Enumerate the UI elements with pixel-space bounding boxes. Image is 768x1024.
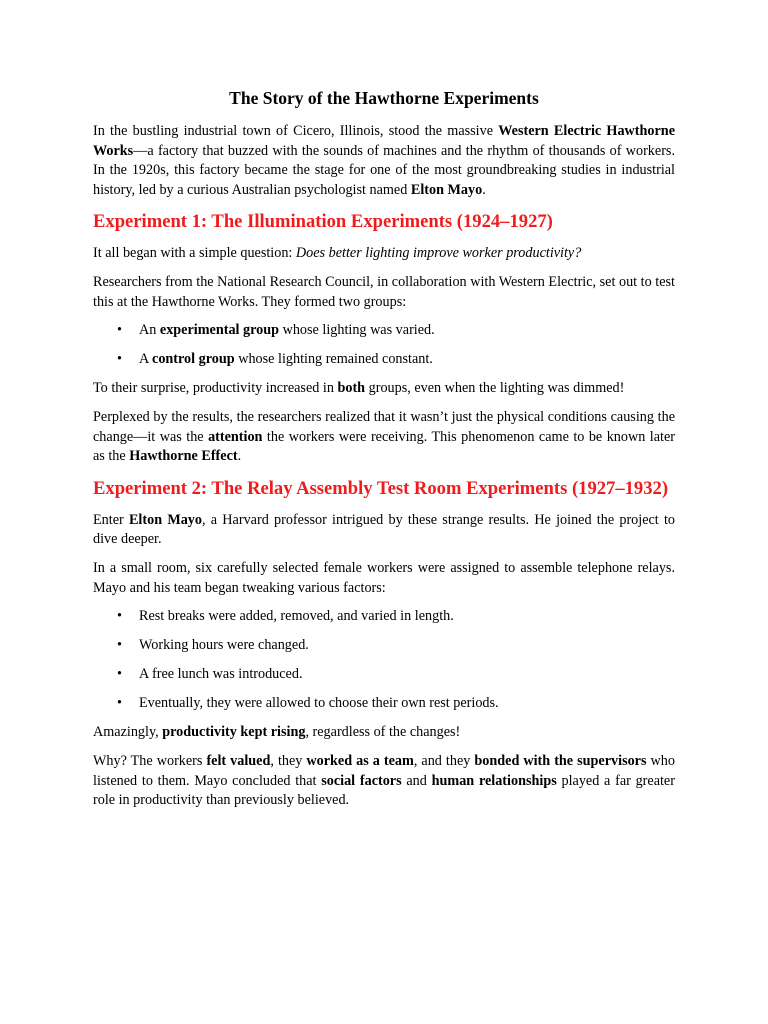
- list-item: [93, 321, 675, 341]
- list-item: [93, 665, 675, 685]
- list-item-bold: control group: [152, 351, 235, 368]
- list-item-text: A: [139, 351, 153, 368]
- exp1-question-text: It all began with a simple question:: [93, 245, 296, 262]
- list-item-text: A free lunch was introduced.: [139, 666, 303, 683]
- intro-bold-elton-mayo: Elton Mayo: [410, 181, 483, 198]
- paragraph-text: Why? The workers: [93, 753, 207, 770]
- exp2-why-paragraph: [93, 752, 675, 811]
- paragraph-text: Perplexed by the results, the researchers realized that it wasn’t just the physical conditions causing the change—it was the: [93, 408, 675, 445]
- bold-human-relationships: human relationships: [431, 772, 557, 789]
- bold-productivity-kept-rising: productivity kept rising: [162, 724, 306, 741]
- exp1-surprise-paragraph: [93, 379, 675, 399]
- document-page: [93, 86, 675, 820]
- paragraph-text: .: [237, 448, 242, 465]
- paragraph-text: who listened to them. Mayo concluded that: [93, 753, 675, 789]
- exp2-amazingly-paragraph: [93, 723, 675, 743]
- exp1-groups-list: [93, 321, 675, 370]
- exp1-question-italic: Does better lighting improve worker productivity?: [295, 245, 582, 262]
- list-item: [93, 694, 675, 714]
- bold-felt-valued: felt valued: [206, 753, 271, 770]
- bold-both: both: [337, 380, 366, 397]
- paragraph-text: Amazingly,: [93, 724, 163, 741]
- paragraph-text: , regardless of the changes!: [305, 724, 461, 741]
- bold-hawthorne-effect: Hawthorne Effect: [129, 448, 238, 465]
- bold-elton-mayo: Elton Mayo: [128, 511, 202, 528]
- exp2-enter-mayo-paragraph: [93, 511, 675, 550]
- paragraph-text: , and they: [413, 753, 475, 770]
- bullet-icon: •: [117, 322, 122, 339]
- bold-attention: attention: [208, 428, 263, 445]
- bold-bonded-with-supervisors: bonded with the supervisors: [474, 753, 647, 770]
- paragraph-text: and: [401, 772, 432, 789]
- intro-bold-hawthorne-works: Western Electric Hawthorne Works: [93, 123, 675, 159]
- list-item-text: whose lighting remained constant.: [234, 351, 433, 368]
- experiment-2-heading: Experiment 2: The Relay Assembly Test Room Experiments (1927–1932): [93, 477, 669, 499]
- list-item-text: An: [139, 322, 160, 339]
- list-item-text: Eventually, they were allowed to choose their own rest periods.: [139, 695, 499, 712]
- list-item: [93, 607, 675, 627]
- experiment-1-heading: Experiment 1: The Illumination Experiments (1924–1927): [93, 211, 553, 233]
- intro-paragraph: [93, 122, 675, 200]
- exp1-conclusion-paragraph: [93, 408, 675, 467]
- bullet-icon: •: [117, 666, 122, 683]
- list-item-bold: experimental group: [159, 322, 280, 339]
- exp2-factors-list: [93, 607, 675, 714]
- document-title: The Story of the Hawthorne Experiments: [229, 88, 539, 108]
- list-item-text: Rest breaks were added, removed, and varied in length.: [139, 608, 454, 625]
- bullet-icon: •: [117, 351, 122, 368]
- bullet-icon: •: [117, 695, 122, 712]
- exp1-researchers-paragraph: Researchers from the National Research Council, in collaboration with Western Electric, set out to test this at the Hawthorne Works. They formed two groups:: [93, 273, 675, 310]
- bold-worked-as-a-team: worked as a team: [306, 753, 414, 770]
- paragraph-text: played a far greater role in productivity than previously believed.: [93, 772, 675, 809]
- bold-social-factors: social factors: [321, 772, 402, 789]
- paragraph-text: Enter: [93, 511, 129, 528]
- list-item-text: Working hours were changed.: [139, 637, 309, 654]
- bullet-icon: •: [117, 608, 122, 625]
- list-item: [93, 350, 675, 370]
- exp2-small-room-paragraph: In a small room, six carefully selected female workers were assigned to assemble telephone relays. Mayo and his team began tweaking various factors:: [93, 559, 675, 596]
- exp1-question-paragraph: [93, 244, 675, 264]
- list-item-text: whose lighting was varied.: [279, 322, 435, 339]
- bullet-icon: •: [117, 637, 122, 654]
- paragraph-text: the workers were receiving. This phenomenon came to be known later as the: [93, 428, 675, 465]
- intro-text: In the bustling industrial town of Cicero, Illinois, stood the massive: [93, 123, 499, 139]
- paragraph-text: To their surprise, productivity increased in: [93, 380, 338, 397]
- paragraph-text: groups, even when the lighting was dimmed!: [365, 380, 625, 397]
- paragraph-text: , they: [270, 753, 307, 770]
- intro-text: .: [482, 181, 486, 198]
- intro-text: —a factory that buzzed with the sounds of machines and the rhythm of thousands of workers. In the 1920s, this factory became the stage for one of the most groundbreaking studies in industrial history, led by a curious Australian psychologist named: [93, 142, 675, 198]
- paragraph-text: , a Harvard professor intrigued by these strange results. He joined the project to dive deeper.: [93, 511, 676, 548]
- list-item: [93, 636, 675, 656]
